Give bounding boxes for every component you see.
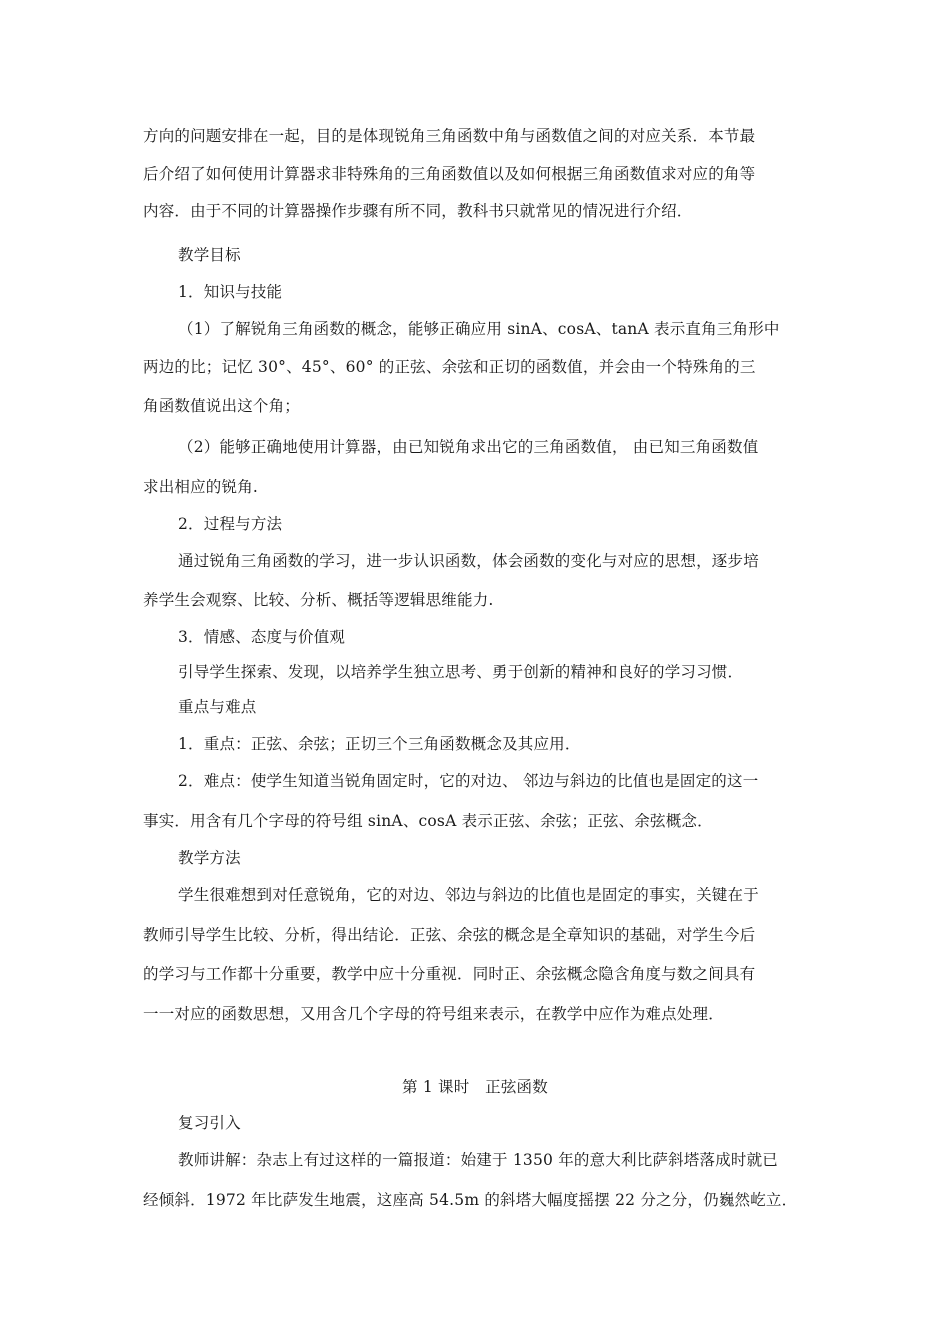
lesson-title: 第 1 课时 正弦函数 (402, 1078, 548, 1096)
heading-review-intro: 复习引入 (178, 1114, 241, 1132)
process-line-2: 养学生会观察、比较、分析、概括等逻辑思维能力. (143, 591, 494, 609)
method-line-4: 一一对应的函数思想，又用含几个字母的符号组来表示，在教学中应作为难点处理． (143, 1005, 724, 1023)
heading-key-difficult: 重点与难点 (178, 698, 257, 716)
method-line-2: 教师引导学生比较、分析，得出结论．正弦、余弦的概念是全章知识的基础，对学生今后 (143, 926, 756, 944)
method-line-1: 学生很难想到对任意锐角，它的对边、邻边与斜边的比值也是固定的事实，关键在于 (178, 886, 759, 904)
review-line-1: 教师讲解：杂志上有过这样的一篇报道：始建于 1350 年的意大利比萨斜塔落成时就已 (178, 1151, 779, 1169)
heading-knowledge-skills: 1．知识与技能 (178, 283, 283, 301)
emotion-line: 引导学生探索、发现，以培养学生独立思考、勇于创新的精神和良好的学习习惯． (178, 663, 744, 681)
intro-line-1: 方向的问题安排在一起，目的是体现锐角三角函数中角与函数值之间的对应关系．本节最 (143, 127, 756, 145)
goal1-line-3: 角函数值说出这个角； (143, 397, 301, 415)
process-line-1: 通过锐角三角函数的学习，进一步认识函数，体会函数的变化与对应的思想，逐步培 (178, 552, 759, 570)
goal1-line-1: （1）了解锐角三角函数的概念，能够正确应用 sinA、cosA、tanA 表示直角三角形中 (178, 320, 780, 338)
key-point-line: 1．重点：正弦、余弦；正切三个三角函数概念及其应用． (178, 735, 581, 753)
goal2-line-2: 求出相应的锐角. (143, 478, 259, 496)
heading-process-method: 2．过程与方法 (178, 515, 283, 533)
heading-teaching-method: 教学方法 (178, 849, 241, 867)
heading-teaching-goals: 教学目标 (178, 246, 241, 264)
goal2-line-1: （2）能够正确地使用计算器，由已知锐角求出它的三角函数值， 由已知三角函数值 (178, 438, 759, 456)
goal1-line-2: 两边的比；记忆 30°、45°、60° 的正弦、余弦和正切的函数值，并会由一个特殊角的三 (143, 358, 756, 376)
intro-line-2: 后介绍了如何使用计算器求非特殊角的三角函数值以及如何根据三角函数值求对应的角等 (143, 165, 756, 183)
heading-emotion-values: 3．情感、态度与价值观 (178, 628, 346, 646)
method-line-3: 的学习与工作都十分重要，教学中应十分重视．同时正、余弦概念隐含角度与数之间具有 (143, 965, 756, 983)
review-line-2: 经倾斜．1972 年比萨发生地震，这座高 54.5m 的斜塔大幅度摇摆 22 分之分，仍巍然屹立． (143, 1191, 798, 1209)
difficult-point-line-2: 事实．用含有几个字母的符号组 sinA、cosA 表示正弦、余弦；正弦、余弦概念． (143, 812, 713, 830)
difficult-point-line-1: 2．难点：使学生知道当锐角固定时，它的对边、 邻边与斜边的比值也是固定的这一 (178, 772, 759, 790)
intro-line-3: 内容．由于不同的计算器操作步骤有所不同，教科书只就常见的情况进行介绍． (143, 202, 693, 220)
